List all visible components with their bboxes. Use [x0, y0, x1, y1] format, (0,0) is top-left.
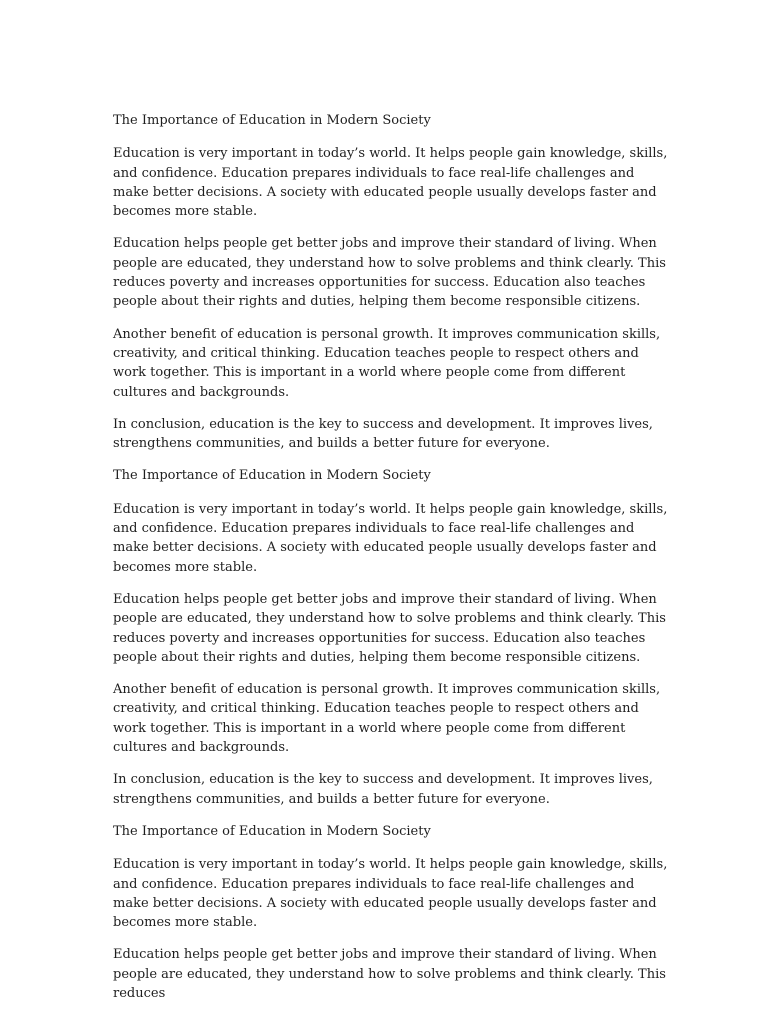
body-paragraph: Education helps people get better jobs and improve their standard of living. When people are educated, they understand how to solve problems and think clearly. This reduces poverty and increases opportunities for success. Education also teaches people about their rights and duties, helping them become responsible citizens.: [113, 591, 666, 665]
body-paragraph: Education helps people get better jobs and improve their standard of living. When people are educated, they understand how to solve problems and think clearly. This reduces poverty and increases opportunities for success. Education also teaches people about their rights and duties, helping them become responsible citizens.: [113, 236, 666, 310]
section-title: The Importance of Education in Modern Society: [113, 823, 431, 839]
body-paragraph: In conclusion, education is the key to success and development. It improves lives, strengthens communities, and builds a better future for everyone.: [113, 772, 653, 807]
section-title: The Importance of Education in Modern Society: [113, 468, 431, 484]
body-paragraph: Another benefit of education is personal growth. It improves communication skills, creativity, and critical thinking. Education teaches people to respect others and work together. This is important in a world where people come from different cultures and backgrounds.: [113, 326, 661, 400]
section-title: The Importance of Education in Modern Society: [113, 113, 431, 128]
body-paragraph: In conclusion, education is the key to success and development. It improves lives, strengthens communities, and builds a better future for everyone.: [113, 416, 653, 452]
body-paragraph: Another benefit of education is personal growth. It improves communication skills, creativity, and critical thinking. Education teaches people to respect others and work together. This is important in a world where people come from different cultures and backgrounds.: [113, 682, 661, 756]
document-body: [113, 111, 673, 1016]
body-paragraph: Education helps people get better jobs and improve their standard of living. When people are educated, they understand how to solve problems and think clearly. This reduces: [113, 947, 666, 1001]
body-paragraph: Education is very important in today’s world. It helps people gain knowledge, skills, and confidence. Education prepares individuals to face real-life challenges and make better decisions. A society with educated people usually develops faster and becomes more stable.: [113, 501, 668, 575]
body-paragraph: Education is very important in today’s world. It helps people gain knowledge, skills, and confidence. Education prepares individuals to face real-life challenges and make better decisions. A society with educated people usually develops faster and becomes more stable.: [113, 146, 668, 220]
body-paragraph: Education is very important in today’s world. It helps people gain knowledge, skills, and confidence. Education prepares individuals to face real-life challenges and make better decisions. A society with educated people usually develops faster and becomes more stable.: [113, 857, 668, 931]
